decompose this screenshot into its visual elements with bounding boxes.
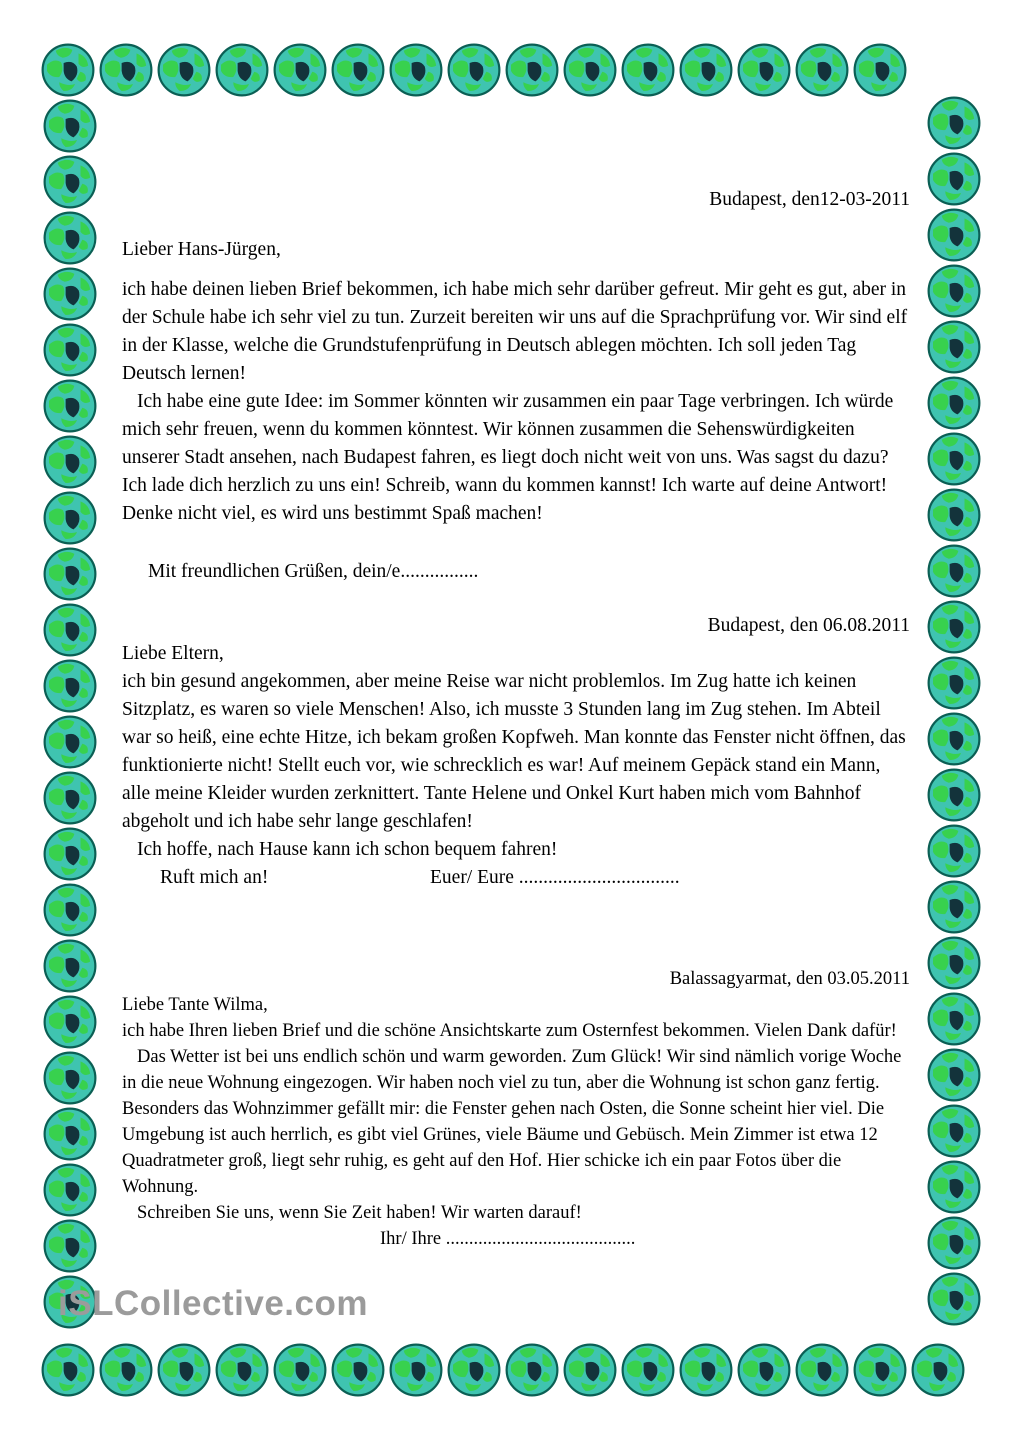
globe-icon	[42, 994, 98, 1050]
globe-icon	[42, 938, 98, 994]
globe-icon	[42, 210, 98, 266]
globe-icon	[40, 42, 96, 98]
globe-icon	[926, 431, 982, 487]
globe-icon	[926, 991, 982, 1047]
globe-icon	[42, 434, 98, 490]
globe-border-top	[40, 42, 908, 98]
globe-icon	[272, 1342, 328, 1398]
letter-eltern	[122, 612, 910, 892]
globe-icon	[214, 42, 270, 98]
globe-icon	[926, 263, 982, 319]
globe-icon	[852, 42, 908, 98]
globe-icon	[562, 1342, 618, 1398]
globe-icon	[42, 602, 98, 658]
globe-border-right	[926, 95, 982, 1327]
globe-icon	[446, 1342, 502, 1398]
globe-icon	[736, 1342, 792, 1398]
letter-paragraph: ich bin gesund angekommen, aber meine Reise war nicht problemlos. Im Zug hatte ich keinen Sitzplatz, es waren so viele Menschen! Also, ich musste 3 Stunden lang im Zug stehen. Im Abteil war so heiß, eine echte Hitze, ich bekam großen Kopfweh. Man konnte das Fenster nicht öffnen, das funktionierte nicht! Stellt euch vor, wie schrecklich es war! Auf meinem Gepäck stand ein Mann, alle meine Kleider wurden zerknittert. Tante Helene und Onkel Kurt haben mich vom Bahnhof abgeholt und ich habe sehr lange geschlafen!	[122, 671, 906, 832]
globe-icon	[42, 1106, 98, 1162]
globe-icon	[98, 1342, 154, 1398]
letter-call-line: Ruft mich an!	[160, 867, 269, 888]
globe-icon	[330, 1342, 386, 1398]
letter-tante-wilma	[122, 966, 910, 1252]
letter-hans-juergen	[122, 186, 910, 586]
globe-icon	[926, 823, 982, 879]
globe-icon	[736, 42, 792, 98]
globe-icon	[926, 1047, 982, 1103]
letter-paragraph: Das Wetter ist bei uns endlich schön und warm geworden. Zum Glück! Wir sind nämlich vorige Woche in die neue Wohnung eingezogen. Wir haben noch viel zu tun, aber die Wohnung ist schon ganz fertig. Besonders das Wohnzimmer gefällt mir: die Fenster gehen nach Osten, die Sonne scheint hier viel. Die Umgebung ist auch herrlich, es gibt viel Grünes, viele Bäume und Gebüsch. Mein Zimmer ist etwa 12 Quadratmeter groß, liegt sehr ruhig, es geht auf den Hof. Hier schicke ich ein paar Fotos über die Wohnung.	[122, 1047, 902, 1197]
globe-icon	[504, 42, 560, 98]
letter-salutation: Liebe Tante Wilma,	[122, 995, 268, 1015]
globe-icon	[504, 1342, 560, 1398]
letter-salutation: Liebe Eltern,	[122, 643, 224, 664]
letter-signature: Euer/ Eure .................................	[430, 867, 680, 888]
globe-icon	[926, 375, 982, 431]
globe-icon	[42, 1218, 98, 1274]
letter-date: Budapest, den12-03-2011	[709, 189, 910, 210]
globe-icon	[42, 378, 98, 434]
globe-icon	[926, 487, 982, 543]
letter-paragraph: ich habe deinen lieben Brief bekommen, ich habe mich sehr darüber gefreut. Mir geht es gut, aber in der Schule habe ich sehr viel zu tun. Zurzeit bereiten wir uns auf die Sprachprüfung vor. Wir sind elf in der Klasse, welche die Grundstufenprüfung in Deutsch ablegen möchten. Ich soll jeden Tag Deutsch lernen!	[122, 279, 908, 384]
letter-salutation: Lieber Hans-Jürgen,	[122, 239, 281, 260]
globe-icon	[926, 543, 982, 599]
globe-icon	[794, 1342, 850, 1398]
globe-icon	[272, 42, 328, 98]
globe-icon	[42, 1162, 98, 1218]
globe-icon	[156, 42, 212, 98]
globe-icon	[926, 1103, 982, 1159]
globe-icon	[926, 319, 982, 375]
globe-icon	[794, 42, 850, 98]
globe-icon	[388, 42, 444, 98]
globe-icon	[42, 546, 98, 602]
letter-closing: Mit freundlichen Grüßen, dein/e................	[148, 561, 479, 582]
letter-signature-line	[122, 864, 910, 892]
letter-paragraph: Ich habe eine gute Idee: im Sommer könnten wir zusammen ein paar Tage verbringen. Ich würde mich sehr freuen, wenn du kommen könntest. Wir können zusammen die Sehenswürdigkeiten unserer Stadt ansehen, nach Budapest fahren, es liegt doch nicht weit von uns. Was sagst du dazu? Ich lade dich herzlich zu uns ein! Schreib, wann du kommen kannst! Ich warte auf deine Antwort! Denke nicht viel, es wird uns bestimmt Spaß machen!	[122, 391, 894, 524]
globe-icon	[330, 42, 386, 98]
globe-icon	[926, 935, 982, 991]
globe-icon	[678, 1342, 734, 1398]
globe-icon	[42, 826, 98, 882]
globe-icon	[926, 711, 982, 767]
watermark: iSLCollective.com	[58, 1284, 368, 1323]
globe-icon	[42, 490, 98, 546]
globe-icon	[42, 98, 98, 154]
globe-icon	[620, 1342, 676, 1398]
letter-paragraph: ich habe Ihren lieben Brief und die schöne Ansichtskarte zum Osternfest bekommen. Vielen Dank dafür!	[122, 1021, 897, 1041]
globe-icon	[40, 1342, 96, 1398]
globe-icon	[926, 1271, 982, 1327]
globe-icon	[678, 42, 734, 98]
globe-icon	[42, 714, 98, 770]
globe-icon	[214, 1342, 270, 1398]
globe-icon	[926, 767, 982, 823]
globe-border-bottom	[40, 1342, 966, 1398]
globe-icon	[446, 42, 502, 98]
globe-icon	[42, 770, 98, 826]
globe-icon	[620, 42, 676, 98]
globe-icon	[852, 1342, 908, 1398]
globe-icon	[926, 1159, 982, 1215]
globe-icon	[562, 42, 618, 98]
globe-icon	[42, 322, 98, 378]
letter-signature: Ihr/ Ihre .........................................	[380, 1229, 636, 1249]
globe-icon	[42, 154, 98, 210]
globe-icon	[926, 207, 982, 263]
globe-icon	[42, 658, 98, 714]
globe-icon	[388, 1342, 444, 1398]
globe-icon	[926, 95, 982, 151]
globe-icon	[156, 1342, 212, 1398]
letter-date: Budapest, den 06.08.2011	[707, 615, 910, 636]
globe-icon	[42, 882, 98, 938]
globe-icon	[910, 1342, 966, 1398]
globe-icon	[98, 42, 154, 98]
letter-date: Balassagyarmat, den 03.05.2011	[669, 969, 910, 989]
globe-border-left	[42, 98, 98, 1330]
globe-icon	[926, 1215, 982, 1271]
letter-hope-line: Ich hoffe, nach Hause kann ich schon bequem fahren!	[137, 839, 558, 860]
globe-icon	[42, 1050, 98, 1106]
globe-icon	[42, 266, 98, 322]
letter-request-line: Schreiben Sie uns, wenn Sie Zeit haben! Wir warten darauf!	[137, 1203, 582, 1223]
globe-icon	[926, 599, 982, 655]
globe-icon	[926, 655, 982, 711]
globe-icon	[926, 151, 982, 207]
globe-icon	[926, 879, 982, 935]
